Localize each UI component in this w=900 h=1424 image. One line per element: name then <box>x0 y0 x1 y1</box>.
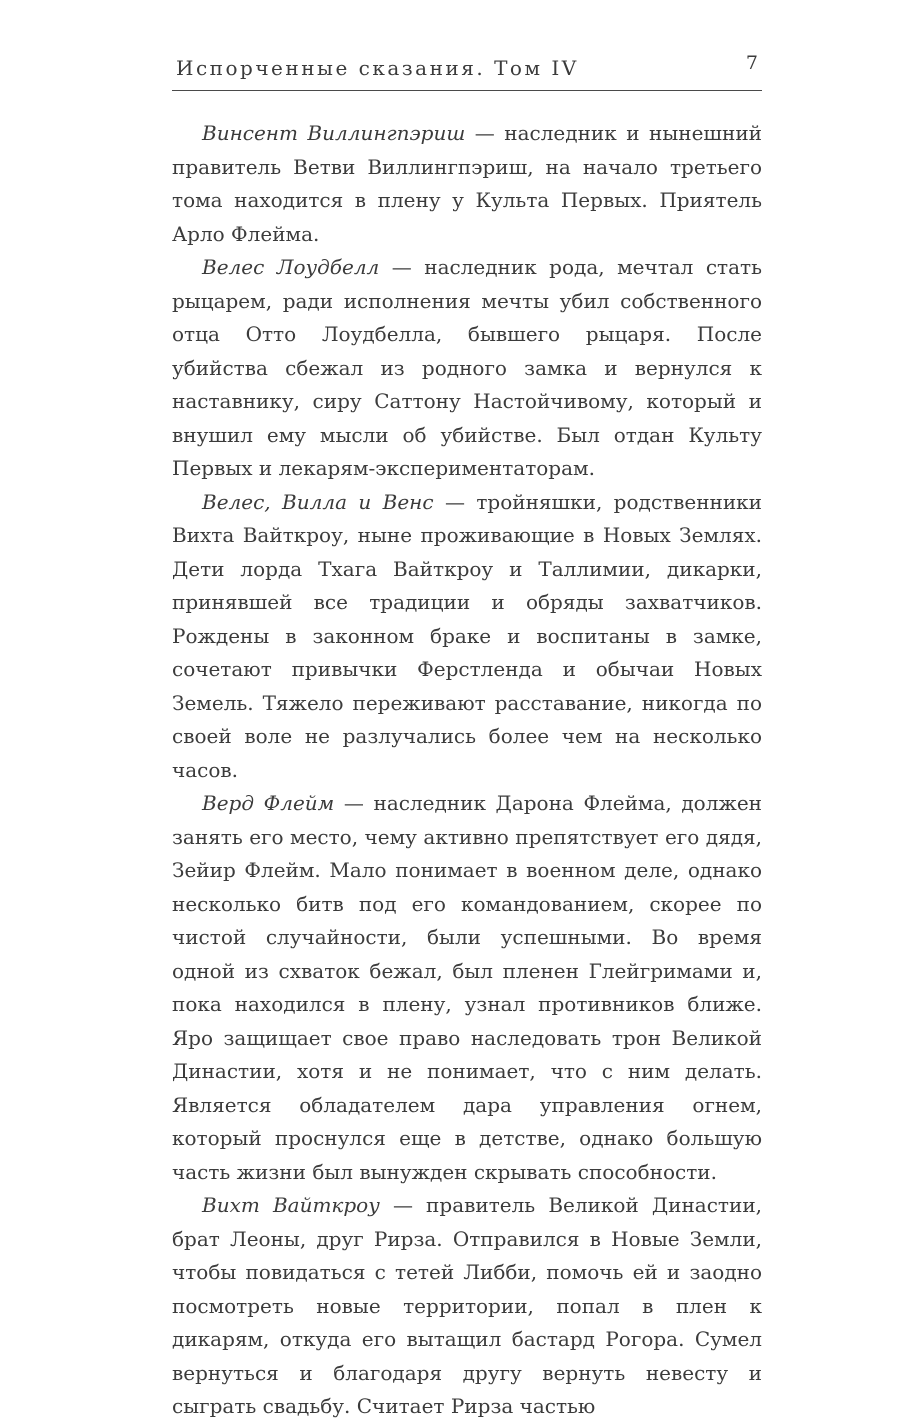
character-entry-viht-vaitkrou <box>172 1189 762 1424</box>
character-name: Велес, Вилла и Венс <box>202 489 434 514</box>
character-description: — правитель Великой Династии, брат Леоны, друг Рирза. Отправился в Новые Земли, чтобы повидаться с тетей Либби, помочь ей и заодно посмотреть новые территории, попал в плен к дикарям, откуда его вытащил бастард Рогора. Сумел вернуться и благодаря другу вернуть невесту и сыграть свадьбу. Считает Рирза частью <box>172 1193 763 1418</box>
character-entry-veles-loudbell <box>172 251 762 486</box>
page-body <box>172 117 762 1424</box>
character-description: — тройняшки, родственники Вихта Вайткроу, ныне проживающие в Новых Землях. Дети лорда Тхага Вайткроу и Таллимии, дикарки, принявшей все традиции и обряды захватчиков. Рождены в законном браке и воспитаны в замке, сочетают привычки Ферстленда и обычаи Новых Земель. Тяжело переживают расставание, никогда по своей воле не разлучались более чем на несколько часов. <box>172 489 763 782</box>
character-name: Вихт Вайткроу <box>202 1193 380 1217</box>
book-title: Испорченные сказания. Том IV <box>176 56 579 80</box>
page-number: 7 <box>745 52 758 74</box>
character-name: Верд Флейм <box>202 791 335 815</box>
character-entry-veles-villa-vens <box>172 486 762 788</box>
character-description: — наследник рода, мечтал стать рыцарем, ради исполнения мечты убил собственного отца Отто Лоудбелла, бывшего рыцаря. После убийства сбежал из родного замка и вернулся к наставнику, сиру Саттону Настойчивому, который и внушил ему мысли об убийстве. Был отдан Культу Первых и лекарям-экспериментаторам. <box>172 255 762 480</box>
character-name: Велес Лоудбелл <box>202 255 380 279</box>
character-description: — наследник и нынешний правитель Ветви Виллингпэриш, на начало третьего тома находится в плену у Культа Первых. Приятель Арло Флейма. <box>172 121 762 246</box>
character-description: — наследник Дарона Флейма, должен занять его место, чему активно препятствует его дядя, Зейир Флейм. Мало понимает в военном деле, однако несколько битв под его командованием, скорее по чистой случайности, были успешными. Во время одной из схваток бежал, был пленен Глейгримами и, пока находился в плену, узнал противников ближе. Яро защищает свое право наследовать трон Великой Династии, хотя и не понимает, что с ним делать. Является обладателем дара управления огнем, который проснулся еще в детстве, однако большую часть жизни был вынужден скрывать способности. <box>172 791 762 1184</box>
character-entry-vinsent <box>172 117 762 251</box>
character-name: Винсент Виллингпэриш <box>202 121 466 145</box>
header-rule <box>172 90 762 91</box>
book-header <box>172 52 762 90</box>
character-entry-verd-fleim <box>172 787 762 1189</box>
